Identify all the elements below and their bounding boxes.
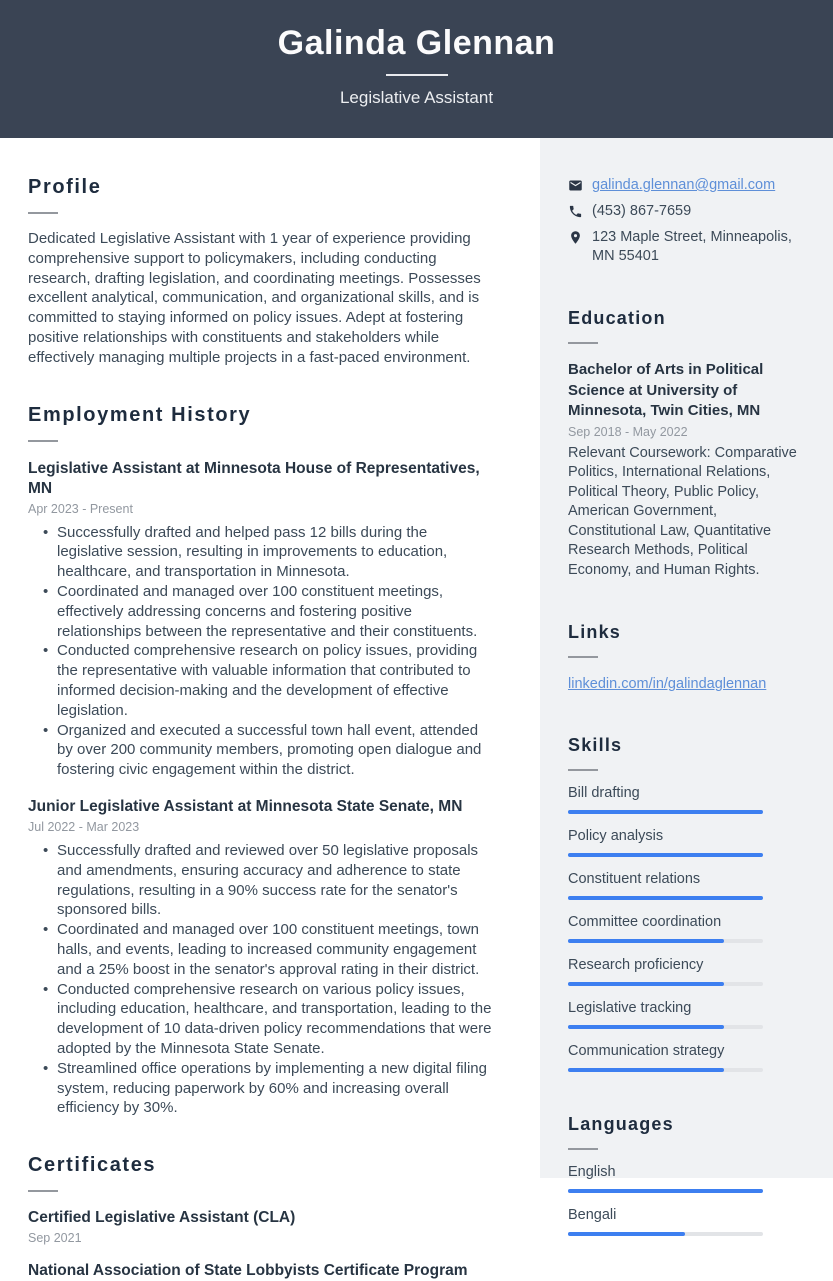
skill-label: Committee coordination (568, 914, 722, 930)
job-bullet: • Successfully drafted and helped pass 12 bills during the legislative session, resulting in improvements to education, healthcare, and transportation in Minnesota. (28, 523, 494, 582)
envelope-icon (568, 178, 583, 193)
job-bullet: • Successfully drafted and reviewed over 50 legislative proposals and amendments, ensuring accuracy and adherence to state regulations, resulting in a 90% success rate for the senator's sponsored bills. (28, 841, 494, 920)
skill-item (568, 785, 807, 814)
links-section (568, 622, 807, 693)
section-divider (568, 342, 598, 344)
employment-heading: Employment History (28, 403, 252, 426)
phone-number: (453) 867-7659 (592, 203, 692, 219)
language-label: English (568, 1164, 616, 1180)
language-item (568, 1164, 807, 1193)
skill-meter-track (568, 982, 763, 986)
certificates-heading: Certificates (28, 1154, 157, 1177)
job-title: Legislative Assistant at Minnesota House of Representatives, MN (28, 459, 480, 497)
skill-item (568, 1000, 807, 1029)
skill-item (568, 828, 807, 857)
languages-heading: Languages (568, 1114, 674, 1134)
language-meter-fill (568, 1232, 685, 1236)
phone-icon (568, 204, 583, 219)
job-bullet: • Conducted comprehensive research on various policy issues, including education, healthcare, and transportation, leading to the development of 10 data-driven policy recommendations that were adopted by the Minnesota State Senate. (28, 980, 494, 1059)
profile-section (28, 176, 494, 368)
languages-section (568, 1114, 807, 1236)
skill-meter-fill (568, 896, 763, 900)
section-divider (28, 440, 58, 442)
education-dates: Sep 2018 - May 2022 (568, 424, 688, 439)
linkedin-link[interactable]: linkedin.com/in/galindaglennan (568, 676, 767, 692)
profile-text: Dedicated Legislative Assistant with 1 year of experience providing comprehensive support to policymakers, including conducting research, drafting legislation, and coordinating meetings. Possesses excellent analytical, communication, and organizational skills, and is committed to staying informed on policy issues. Adept at fostering positive relationships with constituents and stakeholders while effectively managing multiple projects in a fast-paced environment. (28, 230, 481, 366)
language-item (568, 1207, 807, 1236)
job-bullet: • Coordinated and managed over 100 constituent meetings, effectively addressing concerns and fostering positive relationships between the representative and their constituents. (28, 582, 494, 641)
links-heading: Links (568, 622, 622, 642)
skill-item (568, 1043, 807, 1072)
skill-item (568, 914, 807, 943)
section-divider (568, 656, 598, 658)
sidebar (540, 138, 833, 1223)
job-bullet-list (28, 523, 494, 780)
section-divider (568, 769, 598, 771)
job-bullet: • Conducted comprehensive research on policy issues, providing the representative with valuable information that contributed to informed decision-making and the development of effective legislation. (28, 641, 494, 720)
employment-section (28, 404, 494, 1119)
language-meter-track (568, 1189, 763, 1193)
certificate-title: Certified Legislative Assistant (CLA) (28, 1209, 296, 1227)
contact-section (568, 176, 807, 266)
skills-section (568, 735, 807, 1072)
job-entry (28, 459, 494, 780)
skill-item (568, 871, 807, 900)
profile-heading: Profile (28, 176, 102, 198)
degree-title: Bachelor of Arts in Political Science at University of Minnesota, Twin Cities, MN (568, 361, 764, 419)
certificate-entry (28, 1261, 494, 1281)
skill-label: Legislative tracking (568, 1000, 692, 1016)
candidate-name: Galinda Glennan (277, 24, 556, 62)
section-divider (568, 1148, 598, 1150)
skill-label: Research proficiency (568, 957, 704, 973)
location-pin-icon (568, 230, 583, 245)
contact-phone-row (568, 202, 807, 221)
job-bullet: • Coordinated and managed over 100 constituent meetings, town halls, and events, leading to increased community engagement and a 25% boost in the senator's approval rating in their district. (28, 920, 494, 979)
job-entry (28, 797, 494, 1118)
candidate-job-title: Legislative Assistant (339, 88, 494, 107)
skill-meter-fill (568, 982, 724, 986)
job-bullet-list (28, 841, 494, 1118)
job-bullet: • Organized and executed a successful town hall event, attended by over 200 community members, promoting open dialogue and fostering civic engagement within the district. (28, 721, 494, 780)
certificate-dates: Sep 2021 (28, 1231, 82, 1246)
contact-address-row (568, 228, 807, 266)
skill-label: Constituent relations (568, 871, 701, 887)
skill-meter-track (568, 1068, 763, 1072)
main-column (0, 138, 540, 1280)
skill-label: Policy analysis (568, 828, 664, 844)
contact-email-row (568, 176, 807, 195)
education-heading: Education (568, 308, 666, 328)
job-title: Junior Legislative Assistant at Minnesota State Senate, MN (28, 797, 463, 815)
education-section (568, 308, 807, 580)
job-dates: Jul 2022 - Mar 2023 (28, 819, 140, 834)
skill-meter-fill (568, 1068, 724, 1072)
skill-meter-track (568, 810, 763, 814)
skill-item (568, 957, 807, 986)
skill-meter-track (568, 896, 763, 900)
skill-meter-track (568, 853, 763, 857)
resume-header (0, 0, 833, 138)
language-meter-fill (568, 1189, 763, 1193)
postal-address: 123 Maple Street, Minneapolis, MN 55401 (592, 229, 792, 264)
skill-meter-fill (568, 1025, 724, 1029)
skill-meter-fill (568, 853, 763, 857)
job-dates: Apr 2023 - Present (28, 501, 133, 516)
certificate-title: National Association of State Lobbyists Certificate Program (28, 1262, 468, 1280)
certificates-section (28, 1154, 494, 1281)
skills-heading: Skills (568, 735, 623, 755)
section-divider (28, 212, 58, 214)
job-bullet: • Streamlined office operations by implementing a new digital filing system, reducing paperwork by 60% and increasing overall efficiency by 30%. (28, 1059, 494, 1118)
skill-meter-fill (568, 810, 763, 814)
header-divider (386, 74, 448, 76)
skill-meter-fill (568, 939, 724, 943)
skill-meter-track (568, 1025, 763, 1029)
email-link[interactable]: galinda.glennan@gmail.com (592, 177, 776, 193)
certificate-entry (28, 1208, 494, 1245)
language-meter-track (568, 1232, 763, 1236)
skill-meter-track (568, 939, 763, 943)
skill-label: Bill drafting (568, 785, 640, 801)
skill-label: Communication strategy (568, 1043, 725, 1059)
section-divider (28, 1190, 58, 1192)
education-description: Relevant Coursework: Comparative Politics, International Relations, Political Theory, Public Policy, American Government, Constitutional Law, Quantitative Research Methods, Political Economy, and Human Rights. (568, 444, 797, 578)
language-label: Bengali (568, 1207, 617, 1223)
